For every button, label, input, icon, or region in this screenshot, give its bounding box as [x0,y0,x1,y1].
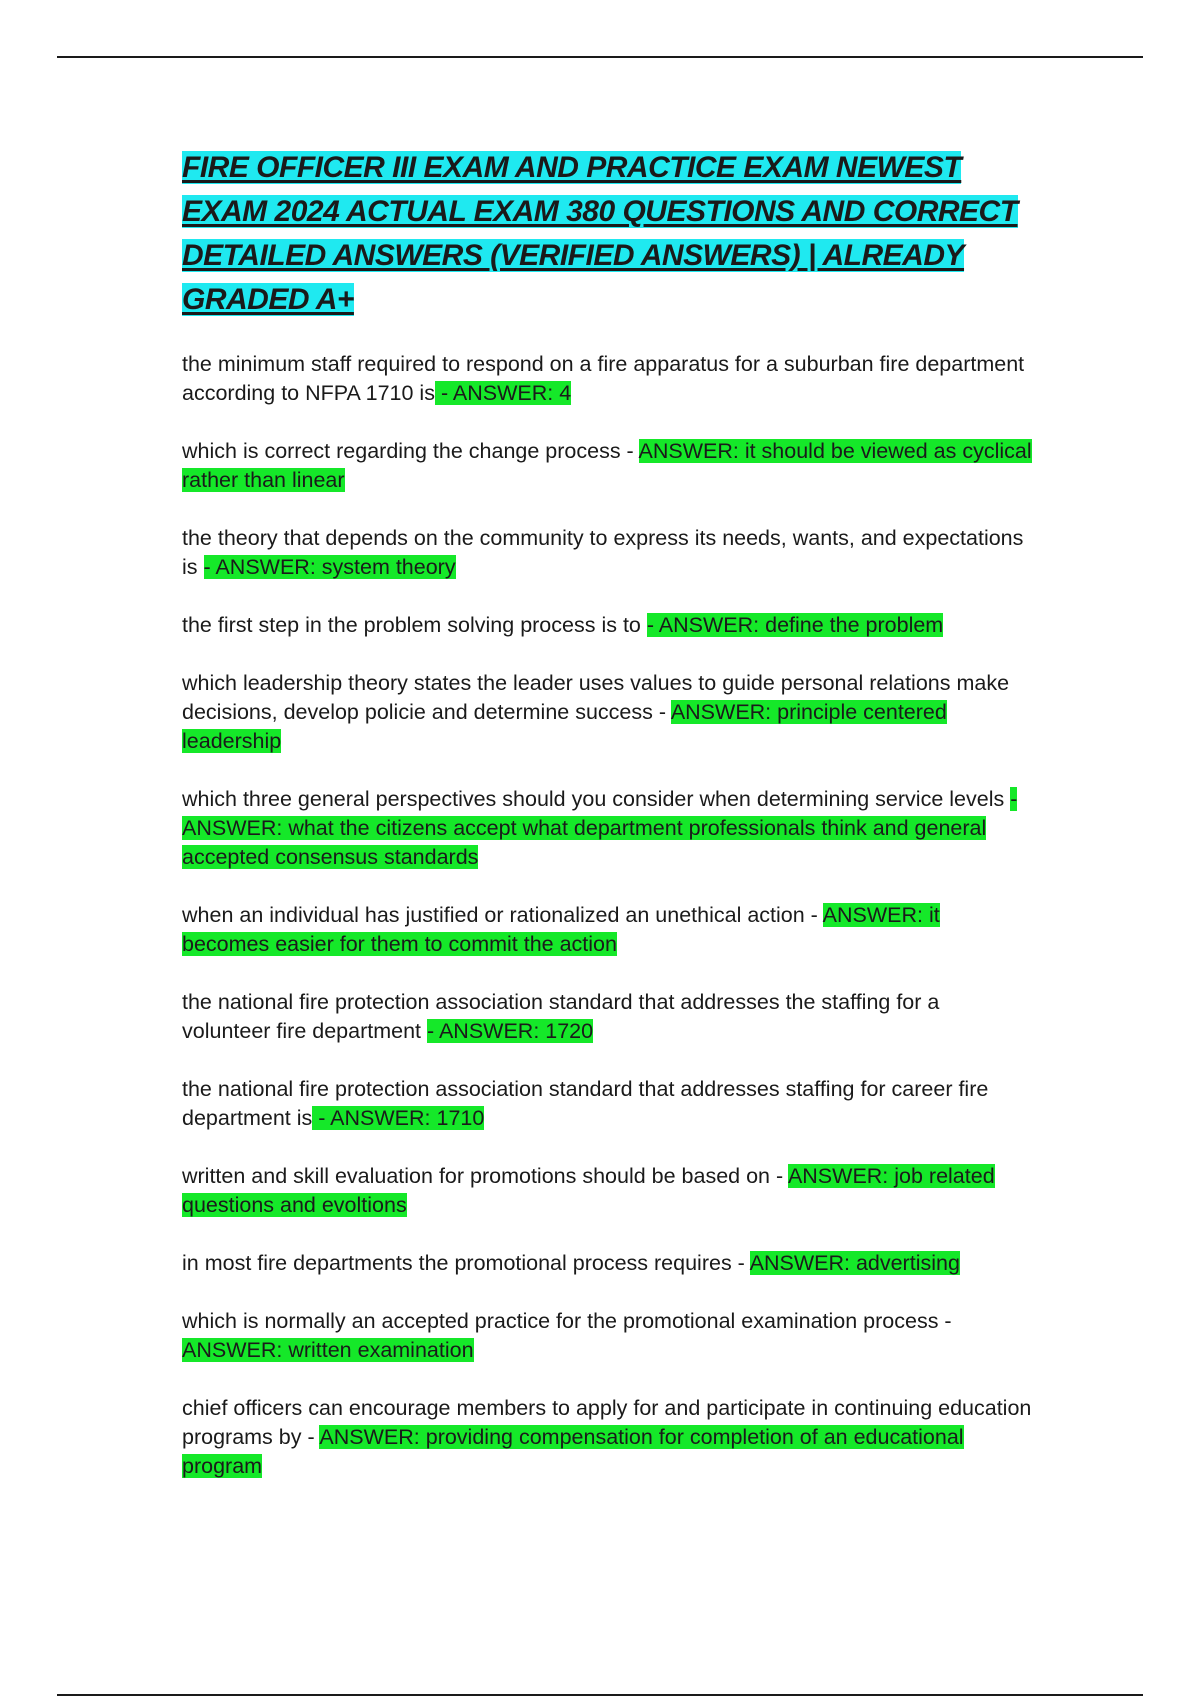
qa-item [182,669,1032,756]
qa-item [182,1249,1032,1278]
answer-text: ANSWER: written examination [182,1338,474,1362]
question-text: the minimum staff required to respond on a fire apparatus for a suburban fire department according to NFPA 1710 is [182,352,1025,405]
qa-item [182,988,1032,1046]
document-title-text: FIRE OFFICER III EXAM AND PRACTICE EXAM NEWEST EXAM 2024 ACTUAL EXAM 380 QUESTIONS AND CORRECT DETAILED ANSWERS (VERIFIED ANSWERS) | ALREADY GRADED A+ [182,151,1018,316]
qa-item [182,1162,1032,1220]
answer-text: - ANSWER: 1720 [427,1019,594,1043]
answer-text: - ANSWER: 4 [434,381,572,405]
qa-item [182,1394,1032,1481]
answer-text: - ANSWER: system theory [203,555,456,579]
bottom-divider [57,1694,1143,1696]
answer-text: - ANSWER: 1710 [312,1106,485,1130]
qa-item [182,1075,1032,1133]
answer-text: ANSWER: job related questions and evoltions [182,1164,995,1217]
qa-item [182,437,1032,495]
answer-text: ANSWER: principle centered leadership [182,700,947,753]
answer-text: - ANSWER: what the citizens accept what department professionals think and general accepted consensus standards [182,787,1018,869]
question-text: which three general perspectives should you consider when determining service levels [182,787,1011,811]
question-text: when an individual has justified or rationalized an unethical action - [182,903,823,927]
qa-item [182,901,1032,959]
question-text: chief officers can encourage members to apply for and participate in continuing education programs by - [182,1396,1032,1449]
question-text: which is correct regarding the change process - [182,439,639,463]
question-text: written and skill evaluation for promotions should be based on - [182,1164,788,1188]
answer-text: - ANSWER: define the problem [646,613,944,637]
question-text: the national fire protection association standard that addresses staffing for career fire department is [182,1077,989,1130]
question-text: which leadership theory states the leader uses values to guide personal relations make decisions, develop policie and determine success - [182,671,1010,724]
answer-text: ANSWER: it becomes easier for them to commit the action [182,903,940,956]
question-text: which is normally an accepted practice for the promotional examination process - [182,1309,952,1333]
answer-text: ANSWER: it should be viewed as cyclical rather than linear [182,439,1032,492]
question-text: in most fire departments the promotional process requires - [182,1251,750,1275]
qa-list [182,350,1032,1481]
question-text: the theory that depends on the community to express its needs, wants, and expectations is [182,526,1024,579]
answer-text: ANSWER: advertising [749,1251,960,1275]
top-divider [57,56,1143,58]
qa-item [182,1307,1032,1365]
qa-item [182,524,1032,582]
question-text: the national fire protection association standard that addresses the staffing for a volunteer fire department [182,990,940,1043]
qa-item [182,611,1032,640]
question-text: the first step in the problem solving process is to [182,613,647,637]
answer-text: ANSWER: providing compensation for completion of an educational program [182,1425,964,1478]
document-title [182,146,1032,322]
qa-item [182,350,1032,408]
document-body [182,146,1032,1510]
qa-item [182,785,1032,872]
